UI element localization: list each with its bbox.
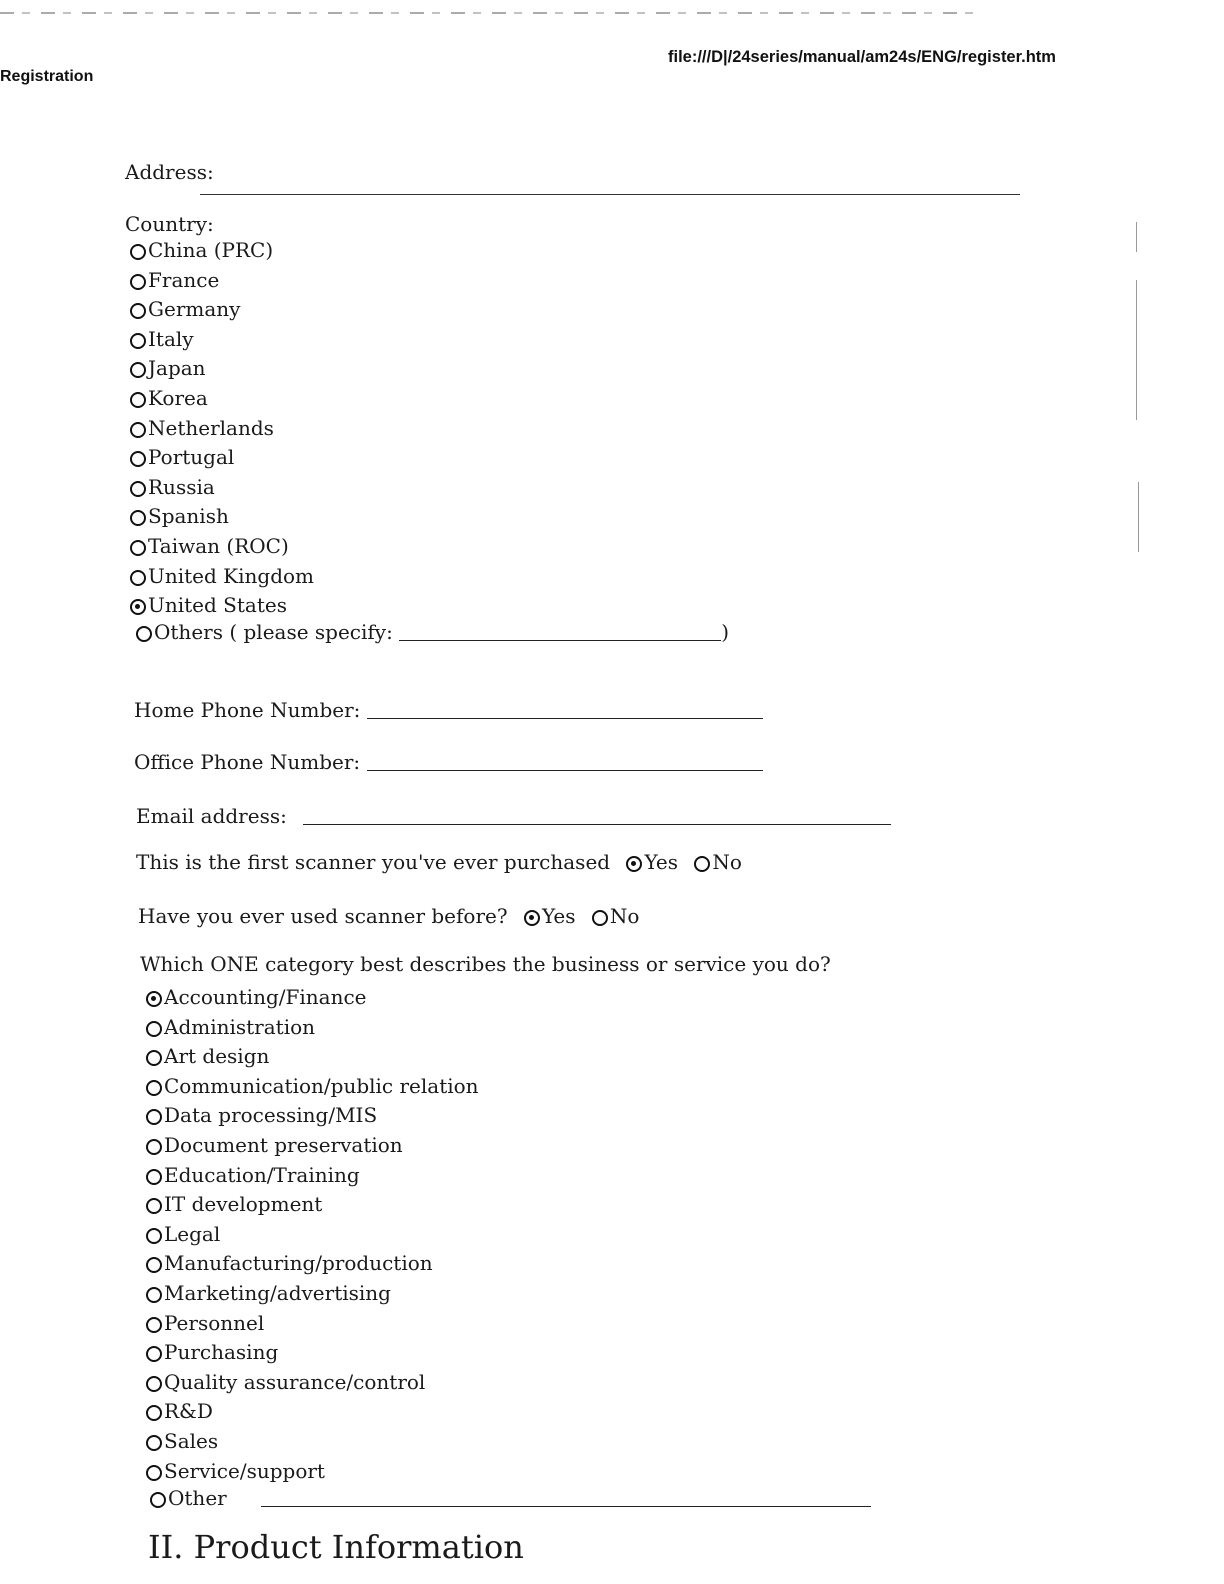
- used-before-row: [138, 904, 639, 928]
- used-before-question: Have you ever used scanner before?: [138, 904, 508, 928]
- email-label: Email address:: [136, 804, 287, 828]
- business-option-label: Administration: [164, 1014, 316, 1039]
- radio-icon[interactable]: [130, 481, 146, 497]
- radio-icon[interactable]: [592, 910, 608, 926]
- business-option[interactable]: [146, 1072, 479, 1102]
- business-option-label: Accounting/Finance: [164, 985, 367, 1009]
- country-option-label: Korea: [148, 385, 208, 410]
- radio-icon[interactable]: [694, 856, 710, 872]
- radio-icon[interactable]: [130, 362, 146, 378]
- country-options: [130, 236, 314, 621]
- business-option[interactable]: [146, 1220, 479, 1250]
- first-scanner-no[interactable]: [694, 850, 742, 874]
- country-option-label: Netherlands: [148, 415, 274, 440]
- country-option[interactable]: [130, 502, 314, 532]
- country-others-option[interactable]: [136, 620, 729, 644]
- country-option[interactable]: [130, 414, 314, 444]
- radio-icon[interactable]: [146, 1435, 162, 1451]
- radio-icon[interactable]: [626, 856, 642, 872]
- country-option-label: Germany: [148, 297, 241, 322]
- address-field[interactable]: [200, 194, 1020, 195]
- business-other-field[interactable]: [261, 1505, 871, 1507]
- business-option[interactable]: [146, 1397, 479, 1427]
- country-option[interactable]: [130, 325, 314, 355]
- radio-icon[interactable]: [130, 540, 146, 556]
- radio-icon[interactable]: [130, 333, 146, 349]
- business-option[interactable]: [146, 1131, 479, 1161]
- scan-edge-mark: [1136, 280, 1137, 420]
- business-option-label: Communication/public relation: [164, 1073, 479, 1098]
- country-option-label: Spanish: [148, 504, 229, 529]
- radio-icon[interactable]: [136, 626, 152, 642]
- country-option[interactable]: [130, 266, 314, 296]
- radio-icon[interactable]: [146, 1139, 162, 1155]
- country-option-label: Taiwan (ROC): [148, 533, 289, 558]
- country-option[interactable]: [130, 562, 314, 592]
- home-phone-field[interactable]: [367, 717, 763, 719]
- used-before-no[interactable]: [592, 904, 640, 928]
- business-option[interactable]: [146, 1338, 479, 1368]
- home-phone-label: Home Phone Number:: [134, 698, 361, 722]
- country-option[interactable]: [130, 295, 314, 325]
- business-option[interactable]: [146, 1427, 479, 1457]
- radio-icon[interactable]: [146, 991, 162, 1007]
- scan-edge-mark: [1138, 482, 1139, 552]
- country-option[interactable]: [130, 384, 314, 414]
- business-option[interactable]: [146, 1013, 479, 1043]
- country-option[interactable]: [130, 473, 314, 503]
- office-phone-field[interactable]: [367, 769, 763, 771]
- office-phone-label: Office Phone Number:: [134, 750, 361, 774]
- business-option[interactable]: [146, 1190, 479, 1220]
- business-option-label: Manufacturing/production: [164, 1251, 433, 1276]
- country-option-label: Portugal: [148, 445, 235, 470]
- radio-icon[interactable]: [146, 1169, 162, 1185]
- business-option-label: Education/Training: [164, 1162, 360, 1187]
- country-option-label: China (PRC): [148, 238, 274, 262]
- scan-noise: [0, 12, 980, 14]
- country-option[interactable]: [130, 591, 314, 621]
- first-scanner-row: [136, 850, 742, 874]
- country-option-label: Italy: [148, 326, 194, 351]
- business-options: [146, 983, 479, 1486]
- business-option-label: Art design: [164, 1044, 270, 1069]
- business-option-label: Document preservation: [164, 1132, 403, 1157]
- email-field[interactable]: [303, 823, 891, 825]
- radio-icon[interactable]: [146, 1198, 162, 1214]
- radio-icon[interactable]: [130, 274, 146, 290]
- country-option[interactable]: [130, 236, 314, 266]
- radio-icon[interactable]: [130, 392, 146, 408]
- first-scanner-question: This is the first scanner you've ever purchased: [136, 850, 611, 874]
- business-other-label: Other: [168, 1486, 227, 1510]
- radio-icon[interactable]: [130, 422, 146, 438]
- business-option-label: Marketing/advertising: [164, 1280, 391, 1305]
- business-option[interactable]: [146, 1368, 479, 1398]
- business-other-option[interactable]: [150, 1486, 871, 1510]
- office-phone-row: [134, 750, 763, 774]
- address-label: Address:: [125, 160, 214, 184]
- radio-icon[interactable]: [130, 451, 146, 467]
- radio-icon[interactable]: [130, 303, 146, 319]
- radio-icon[interactable]: [130, 570, 146, 586]
- business-option[interactable]: [146, 1042, 479, 1072]
- business-option[interactable]: [146, 1309, 479, 1339]
- radio-icon[interactable]: [146, 1257, 162, 1273]
- business-option-label: Data processing/MIS: [164, 1103, 378, 1128]
- country-option-label: Russia: [148, 474, 215, 499]
- radio-icon[interactable]: [130, 244, 146, 260]
- radio-icon[interactable]: [130, 510, 146, 526]
- country-others-field[interactable]: [399, 639, 721, 641]
- radio-icon[interactable]: [146, 1287, 162, 1303]
- business-option-label: Service/support: [164, 1458, 325, 1483]
- country-option-label: United Kingdom: [148, 563, 314, 588]
- country-option-label: France: [148, 267, 220, 292]
- business-option-label: Sales: [164, 1428, 219, 1453]
- email-row: [136, 804, 891, 828]
- radio-icon[interactable]: [146, 1109, 162, 1125]
- first-scanner-no-label: No: [712, 850, 742, 874]
- business-option[interactable]: [146, 1161, 479, 1191]
- radio-icon[interactable]: [146, 1021, 162, 1037]
- country-label: Country:: [125, 212, 214, 236]
- used-before-no-label: No: [609, 904, 640, 928]
- first-scanner-yes-label: Yes: [644, 850, 679, 874]
- business-option[interactable]: [146, 1101, 479, 1131]
- business-option[interactable]: [146, 1457, 479, 1487]
- radio-icon[interactable]: [146, 1228, 162, 1244]
- business-option-label: Personnel: [164, 1310, 265, 1335]
- radio-icon[interactable]: [146, 1376, 162, 1392]
- radio-icon[interactable]: [146, 1317, 162, 1333]
- country-others-close: ): [721, 620, 730, 644]
- radio-icon[interactable]: [524, 910, 540, 926]
- page-title: Registration: [0, 68, 94, 85]
- radio-icon[interactable]: [146, 1050, 162, 1066]
- business-option[interactable]: [146, 1279, 479, 1309]
- radio-icon[interactable]: [146, 1465, 162, 1481]
- section-title: II. Product Information: [148, 1528, 524, 1566]
- business-option-label: R&D: [164, 1399, 213, 1424]
- business-option-label: IT development: [164, 1192, 323, 1217]
- radio-icon[interactable]: [146, 1405, 162, 1421]
- radio-icon[interactable]: [146, 1080, 162, 1096]
- business-question: Which ONE category best describes the business or service you do?: [140, 952, 831, 976]
- business-option[interactable]: [146, 983, 479, 1013]
- used-before-yes[interactable]: [524, 904, 576, 928]
- country-option[interactable]: [130, 532, 314, 562]
- home-phone-row: [134, 698, 763, 722]
- business-option-label: Legal: [164, 1221, 221, 1246]
- used-before-yes-label: Yes: [541, 904, 576, 928]
- first-scanner-yes[interactable]: [626, 850, 678, 874]
- business-option[interactable]: [146, 1249, 479, 1279]
- business-option-label: Quality assurance/control: [164, 1369, 426, 1394]
- country-option[interactable]: [130, 354, 314, 384]
- country-option-label: United States: [148, 593, 287, 618]
- scan-edge-mark: [1136, 222, 1137, 252]
- page-url: file:///D|/24series/manual/am24s/ENG/register.htm: [668, 48, 1056, 66]
- business-option-label: Purchasing: [164, 1340, 279, 1365]
- radio-icon[interactable]: [146, 1346, 162, 1362]
- country-option[interactable]: [130, 443, 314, 473]
- radio-icon[interactable]: [130, 599, 146, 615]
- radio-icon[interactable]: [150, 1492, 166, 1508]
- country-others-label: Others ( please specify:: [154, 620, 393, 644]
- country-option-label: Japan: [148, 356, 206, 381]
